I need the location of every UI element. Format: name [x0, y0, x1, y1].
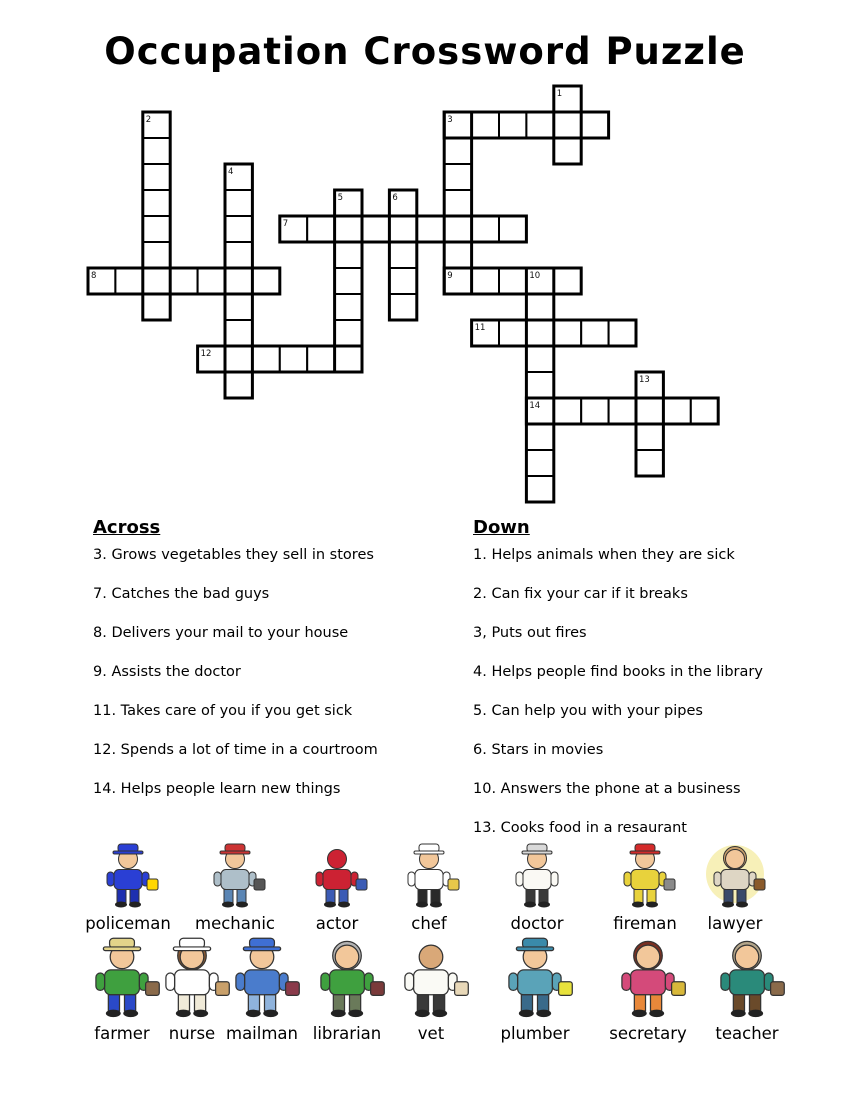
grid-cell	[691, 398, 718, 424]
grid-cell	[444, 216, 471, 242]
grid-cell	[526, 320, 553, 346]
grid-cell	[554, 138, 581, 164]
grid-cell	[225, 268, 252, 294]
teacher-illustration	[707, 937, 787, 1019]
across-heading: Across	[93, 517, 161, 538]
grid-cell	[526, 450, 553, 476]
grid-number: 11	[474, 323, 486, 333]
mechanic-figure	[180, 843, 290, 933]
grid-cell	[389, 268, 416, 294]
grid-cell	[444, 138, 471, 164]
secretary-figure	[593, 937, 703, 1043]
grid-cell	[335, 216, 362, 242]
mechanic-illustration	[203, 843, 267, 909]
grid-cell	[554, 320, 581, 346]
grid-cell	[554, 398, 581, 424]
down-clue-item: 2. Can fix your car if it breaks	[473, 586, 688, 602]
grid-cell	[225, 216, 252, 242]
librarian-label: librarian	[312, 1024, 382, 1043]
across-clue-item: 7. Catches the bad guys	[93, 586, 270, 602]
across-clue-item: 14. Helps people learn new things	[93, 781, 341, 797]
grid-number: 13	[639, 375, 650, 385]
grid-cell	[335, 294, 362, 320]
down-clue-item: 13. Cooks food in a resaurant	[473, 820, 687, 836]
vet-illustration	[391, 937, 471, 1019]
grid-cell	[389, 242, 416, 268]
crossword-grid-svg	[86, 84, 722, 506]
grid-cell	[225, 372, 252, 398]
fireman-label: fireman	[613, 914, 677, 933]
secretary-illustration	[608, 937, 688, 1019]
chef-illustration	[397, 843, 461, 909]
across-clue-item: 12. Spends a lot of time in a courtroom	[93, 742, 378, 758]
grid-number: 1	[556, 89, 563, 99]
mailman-illustration	[222, 937, 302, 1019]
grid-cell	[143, 216, 170, 242]
grid-number: 12	[200, 349, 212, 359]
grid-number: 7	[282, 219, 289, 229]
grid-cell	[444, 242, 471, 268]
grid-cell	[526, 424, 553, 450]
grid-cell	[526, 112, 553, 138]
grid-cell	[225, 294, 252, 320]
grid-cell	[225, 346, 252, 372]
page-title: Occupation Crossword Puzzle	[104, 30, 746, 73]
grid-cell	[609, 320, 636, 346]
grid-cell	[115, 268, 142, 294]
plumber-figure	[480, 937, 590, 1043]
grid-number: 14	[529, 401, 541, 411]
lawyer-illustration	[703, 843, 767, 909]
grid-cell	[143, 190, 170, 216]
grid-cell	[252, 268, 279, 294]
across-clue-item: 3. Grows vegetables they sell in stores	[93, 547, 374, 563]
lawyer-label: lawyer	[707, 914, 763, 933]
grid-cell	[499, 268, 526, 294]
grid-cell	[581, 112, 608, 138]
across-clue-list	[93, 548, 473, 797]
policeman-figure	[73, 843, 183, 933]
grid-cell	[472, 216, 499, 242]
actor-illustration	[305, 843, 369, 909]
grid-cell	[252, 346, 279, 372]
plumber-label: plumber	[500, 1024, 570, 1043]
grid-cell	[307, 346, 334, 372]
grid-cell	[499, 216, 526, 242]
doctor-illustration	[505, 843, 569, 909]
grid-cell	[335, 242, 362, 268]
doctor-label: doctor	[510, 914, 564, 933]
grid-number: 5	[337, 193, 344, 203]
grid-cell	[554, 112, 581, 138]
crossword-grid	[86, 84, 722, 506]
across-clue-item: 9. Assists the doctor	[93, 664, 241, 680]
grid-cell	[335, 268, 362, 294]
grid-cell	[609, 398, 636, 424]
grid-cell	[499, 112, 526, 138]
grid-cell	[143, 164, 170, 190]
grid-cell	[389, 294, 416, 320]
policeman-label: policeman	[85, 914, 171, 933]
grid-cell	[225, 190, 252, 216]
down-clue-item: 10. Answers the phone at a business	[473, 781, 741, 797]
down-clue-item: 5. Can help you with your pipes	[473, 703, 703, 719]
down-clue-item: 6. Stars in movies	[473, 742, 604, 758]
mechanic-label: mechanic	[195, 914, 275, 933]
secretary-label: secretary	[609, 1024, 687, 1043]
down-clue-item: 3, Puts out fires	[473, 625, 587, 641]
grid-cell	[143, 242, 170, 268]
vet-figure	[376, 937, 486, 1043]
grid-cell	[225, 320, 252, 346]
grid-number: 3	[447, 115, 453, 125]
grid-cell	[362, 216, 389, 242]
down-clue-item: 4. Helps people find books in the library	[473, 664, 763, 680]
farmer-label: farmer	[94, 1024, 150, 1043]
grid-cell	[636, 398, 663, 424]
policeman-illustration	[96, 843, 160, 909]
grid-cell	[444, 164, 471, 190]
teacher-label: teacher	[715, 1024, 779, 1043]
grid-cell	[307, 216, 334, 242]
grid-cell	[143, 138, 170, 164]
down-clue-item: 1. Helps animals when they are sick	[473, 547, 735, 563]
fireman-illustration	[613, 843, 677, 909]
chef-label: chef	[411, 914, 447, 933]
actor-label: actor	[315, 914, 359, 933]
vet-label: vet	[417, 1024, 445, 1043]
nurse-label: nurse	[168, 1024, 216, 1043]
lawyer-figure	[680, 843, 790, 933]
grid-number: 9	[447, 271, 453, 281]
chef-figure	[374, 843, 484, 933]
grid-cell	[143, 268, 170, 294]
across-clues-section	[93, 517, 473, 821]
grid-cell	[526, 346, 553, 372]
doctor-figure	[482, 843, 592, 933]
grid-cell	[526, 372, 553, 398]
mailman-label: mailman	[226, 1024, 298, 1043]
grid-cell	[663, 398, 690, 424]
across-clue-item: 11. Takes care of you if you get sick	[93, 703, 353, 719]
grid-cell	[581, 320, 608, 346]
librarian-illustration	[307, 937, 387, 1019]
grid-cell	[389, 216, 416, 242]
grid-number: 10	[529, 271, 541, 281]
grid-cell	[636, 424, 663, 450]
grid-cell	[444, 190, 471, 216]
grid-number: 2	[145, 115, 152, 125]
grid-cell	[280, 346, 307, 372]
teacher-figure	[692, 937, 802, 1043]
grid-cell	[526, 294, 553, 320]
grid-number: 4	[228, 167, 234, 177]
grid-cell	[636, 450, 663, 476]
across-clue-item: 8. Delivers your mail to your house	[93, 625, 349, 641]
grid-cell	[170, 268, 197, 294]
grid-cell	[472, 112, 499, 138]
down-clues-section	[473, 517, 850, 860]
grid-cell	[417, 216, 444, 242]
grid-cell	[472, 268, 499, 294]
occupation-images-row-2	[0, 937, 850, 1047]
grid-cell	[499, 320, 526, 346]
down-clue-list	[473, 548, 850, 836]
grid-cell	[198, 268, 225, 294]
grid-cell	[581, 398, 608, 424]
grid-cell	[335, 346, 362, 372]
grid-number: 6	[392, 193, 398, 203]
grid-cell	[335, 320, 362, 346]
grid-number: 8	[91, 271, 97, 281]
grid-cell	[526, 476, 553, 502]
grid-cell	[143, 294, 170, 320]
grid-cell	[225, 242, 252, 268]
down-heading: Down	[473, 517, 530, 538]
grid-cell	[554, 268, 581, 294]
plumber-illustration	[495, 937, 575, 1019]
